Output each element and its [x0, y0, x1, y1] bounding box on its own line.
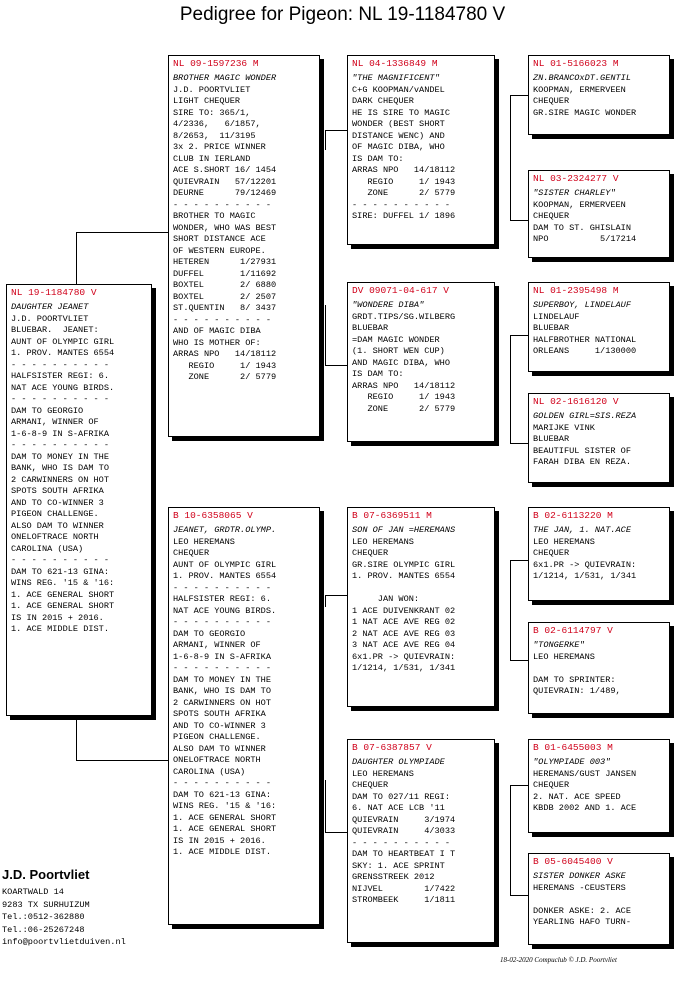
pigeon-info-line: WINS REG. '15 & '16:	[11, 578, 115, 588]
ring-number: B 07-6387857 V	[352, 742, 432, 753]
ring-number: B 02-6114797 V	[533, 625, 613, 636]
pigeon-info-line: DAM TO MONEY IN THE	[11, 451, 109, 462]
pigeon-info-line: 1/1214, 1/531, 1/341	[533, 571, 637, 581]
pigeon-info-line: SIRE: DUFFEL 1/ 1896	[352, 211, 456, 221]
pigeon-info-line: DAM TO 621-13 GINA:	[11, 566, 109, 577]
pigeon-info-line: - - - - - - - - - -	[173, 582, 271, 593]
pigeon-info-line: AND TO CO-WINNER 3	[173, 720, 266, 731]
connector-ds-vertical	[510, 560, 511, 660]
pigeon-info-line: 1/1214, 1/531, 1/341	[352, 663, 456, 673]
connector-dam-down	[325, 780, 326, 832]
pigeon-info-line: DAM TO HEARTBEAT I T	[352, 849, 456, 859]
connector-dam-up	[325, 595, 326, 607]
pigeon-info-line: 1-6-8-9 IN S-AFRIKA	[173, 651, 271, 662]
pigeon-info-line: GRDT.TIPS/SG.WILBERG	[352, 311, 456, 322]
pigeon-info-line: NAT ACE YOUNG BIRDS.	[11, 382, 115, 393]
connector-dd-vertical	[510, 785, 511, 895]
pigeon-info-line: 3x 2. PRICE WINNER	[173, 142, 266, 152]
pigeon-info-line: KOOPMAN, ERMERVEEN	[533, 84, 626, 95]
pigeon-info-line: WHO IS MOTHER OF:	[173, 337, 261, 348]
pigeon-name: BROTHER MAGIC WONDER	[173, 73, 277, 83]
pigeon-info-line: IS IN 2015 + 2016.	[11, 612, 104, 623]
pigeon-info-line: 1. ACE GENERAL SHORT	[173, 824, 277, 834]
pigeon-info-line: LEO HEREMANS	[173, 536, 235, 547]
pigeon-info-line: BLUEBAR	[533, 323, 570, 333]
pigeon-info-line: J.D. POORTVLIET	[173, 84, 251, 95]
pigeon-card-sss[interactable]	[528, 55, 670, 135]
pigeon-info-line: - - - - - - - - - -	[173, 778, 271, 788]
pigeon-info-line: DISTANCE WENC) AND	[352, 130, 445, 141]
pigeon-info-line: - - - - - - - - - -	[11, 440, 109, 450]
pigeon-info-line: 4/2336, 6/1857,	[173, 119, 261, 129]
pigeon-info-line	[533, 894, 665, 906]
pigeon-info-line: ACE S.SHORT 16/ 1454	[173, 165, 277, 175]
pigeon-info-line: CLUB IN IERLAND	[173, 153, 251, 164]
pigeon-info-line: HALFSISTER REGI: 6.	[11, 371, 109, 381]
pigeon-info-line: IS DAM TO:	[352, 369, 404, 379]
pigeon-info-line: WINS REG. '15 & '16:	[173, 801, 277, 811]
ring-number: NL 01-5166023 M	[533, 58, 619, 69]
pigeon-info-line: ST.QUENTIN 8/ 3437	[173, 303, 277, 313]
pigeon-info-line: DAM TO GEORGIO	[173, 628, 246, 639]
breeder-email-link[interactable]: info@poortvlietduiven.nl	[2, 937, 126, 947]
pigeon-info-line: 1 NAT ACE AVE REG 02	[352, 617, 456, 627]
pigeon-info-line: - - - - - - - - - -	[352, 837, 450, 848]
pigeon-info-line: QUIEVRAIN 57/12201	[173, 176, 277, 187]
pigeon-info-line: 1. ACE GENERAL SHORT	[11, 601, 115, 611]
ring-number: NL 03-2324277 V	[533, 173, 619, 184]
ring-number: NL 01-2395498 M	[533, 285, 619, 296]
pigeon-info-line: - - - - - - - - - -	[173, 617, 271, 627]
ring-number: B 05-6045400 V	[533, 856, 613, 867]
connector-main-vertical	[76, 232, 77, 284]
pigeon-info-line: DAM TO 027/11 REGI:	[352, 791, 450, 802]
connector-dam-dd	[325, 832, 347, 833]
connector-ss-ssd	[510, 220, 528, 221]
breeder-name: J.D. Poortvliet	[2, 867, 90, 882]
pigeon-card-dam[interactable]	[168, 507, 320, 925]
pigeon-info-line: CHEQUER	[533, 96, 570, 106]
pigeon-info-line: 1. ACE GENERAL SHORT	[11, 589, 115, 600]
pigeon-info-line: ZONE 2/ 5779	[352, 188, 456, 198]
connector-dam-ds	[325, 595, 347, 596]
pigeon-info-line: ORLEANS 1/130000	[533, 346, 637, 356]
connector-sire-up	[325, 130, 326, 150]
pigeon-name: GOLDEN GIRL=SIS.REZA	[533, 411, 637, 421]
pigeon-info-line: IS IN 2015 + 2016.	[173, 835, 266, 846]
pigeon-info-line: =DAM MAGIC WONDER	[352, 334, 440, 345]
ring-number: B 07-6369511 M	[352, 510, 432, 521]
pigeon-info-line: LIGHT CHEQUER	[173, 96, 241, 106]
pigeon-info-line: BLUEBAR. JEANET:	[11, 325, 99, 335]
pigeon-info-line: BOXTEL 2/ 6880	[173, 280, 277, 290]
pigeon-info-line: CHEQUER	[533, 780, 570, 790]
pigeon-info-line: PIGEON CHALLENGE.	[11, 509, 99, 519]
pigeon-info-line: - - - - - - - - - -	[11, 359, 109, 370]
pigeon-info-line: REGIO 1/ 1943	[352, 176, 456, 187]
pigeon-info-line: ARRAS NPO 14/18112	[173, 349, 277, 359]
connector-ds-dsd	[510, 660, 528, 661]
pigeon-info-line: SHORT DISTANCE ACE	[173, 234, 266, 244]
pigeon-info-line: QUIEVRAIN: 1/489,	[533, 686, 621, 696]
pigeon-info-line: AND TO CO-WINNER 3	[11, 497, 104, 508]
pigeon-info-line: YEARLING HAFO TURN-	[533, 917, 631, 927]
connector-sd-sds	[510, 335, 528, 336]
pigeon-info-line: 1-6-8-9 IN S-AFRIKA	[11, 428, 109, 439]
pigeon-info-line: 1. ACE GENERAL SHORT	[173, 812, 277, 823]
pigeon-info-line: DAM TO GEORGIO	[11, 405, 84, 416]
pigeon-info-line: WONDER, WHO WAS BEST	[173, 222, 277, 233]
pigeon-info-line: C+G KOOPMAN/vANDEL	[352, 84, 445, 95]
pigeon-info-line: SIRE TO: 365/1,	[173, 107, 251, 118]
pigeon-info-line: FARAH DIBA EN REZA.	[533, 457, 631, 467]
pigeon-info-line: ARMANI, WINNER OF	[11, 417, 99, 427]
pigeon-info-line: AND OF MAGIC DIBA	[173, 326, 261, 336]
pigeon-info-line: BOXTEL 2/ 2507	[173, 291, 277, 302]
pigeon-info-line: PIGEON CHALLENGE.	[173, 732, 261, 742]
pigeon-info-line: ZONE 2/ 5779	[173, 372, 277, 382]
pigeon-info-line: KOOPMAN, ERMERVEEN	[533, 199, 626, 210]
ring-number: NL 09-1597236 M	[173, 58, 259, 69]
pigeon-card-dam-sire[interactable]	[347, 507, 495, 707]
pigeon-info-line: 2 CARWINNERS ON HOT	[173, 697, 271, 708]
breeder-line: 9283 TX SURHUIZUM	[2, 899, 90, 910]
pigeon-info-line: ARRAS NPO 14/18112	[352, 165, 456, 175]
pigeon-card-sire[interactable]	[168, 55, 320, 437]
breeder-line: Tel.:06-25267248	[2, 924, 85, 935]
pigeon-info-line: REGIO 1/ 1943	[352, 392, 456, 402]
pigeon-info-line: ALSO DAM TO WINNER	[173, 743, 266, 754]
connector-dd-dds	[510, 785, 528, 786]
connector-main-down	[76, 718, 77, 760]
pigeon-name: SON OF JAN =HEREMANS	[352, 525, 456, 535]
pigeon-info-line: CHEQUER	[352, 780, 389, 790]
pigeon-info-line: SPOTS SOUTH AFRIKA	[11, 486, 104, 496]
pigeon-info-line: ZONE 2/ 5779	[352, 403, 456, 414]
pigeon-info-line: 1. PROV. MANTES 6554	[352, 571, 456, 581]
connector-sire-sd	[325, 365, 347, 366]
pigeon-card-ddd[interactable]	[528, 853, 670, 945]
pigeon-info-line: SPOTS SOUTH AFRIKA	[173, 709, 266, 719]
connector-sd-sdd	[510, 443, 528, 444]
page-title: Pedigree for Pigeon: NL 19-1184780 V	[179, 4, 506, 25]
pigeon-card-main[interactable]	[6, 284, 152, 716]
pigeon-name: "OLYMPIADE 003"	[533, 757, 611, 767]
connector-ss-sss	[510, 95, 528, 96]
ring-number: NL 02-1616120 V	[533, 396, 619, 407]
pigeon-info-line: CHEQUER	[533, 211, 570, 221]
pigeon-info-line: CHEQUER	[173, 548, 210, 558]
pigeon-info-line: JAN WON:	[352, 594, 420, 604]
pigeon-name: JEANET, GRDTR.OLYMP.	[173, 525, 277, 535]
pigeon-info-line: BLUEBAR	[533, 434, 570, 444]
ring-number: NL 19-1184780 V	[11, 287, 97, 298]
pigeon-name: THE JAN, 1. NAT.ACE	[533, 525, 631, 535]
pigeon-info-line: GR.SIRE MAGIC WONDER	[533, 107, 637, 118]
connector-sd-vertical	[510, 335, 511, 443]
pigeon-name: DAUGHTER OLYMPIADE	[352, 757, 445, 767]
pigeon-info-line: - - - - - - - - - -	[11, 555, 109, 565]
pigeon-info-line: DONKER ASKE: 2. ACE	[533, 905, 631, 916]
pigeon-card-sire-dam[interactable]	[347, 282, 495, 442]
pigeon-info-line: - - - - - - - - - -	[352, 199, 450, 210]
pigeon-info-line: DARK CHEQUER	[352, 96, 414, 106]
pigeon-info-line: CHEQUER	[352, 548, 389, 558]
pigeon-card-sire-sire[interactable]	[347, 55, 495, 245]
pigeon-info-line: KBDB 2002 AND 1. ACE	[533, 803, 637, 813]
pigeon-info-line: ARRAS NPO 14/18112	[352, 380, 456, 391]
connector-sire-ss	[325, 130, 347, 131]
pigeon-info-line: REGIO 1/ 1943	[173, 360, 277, 371]
pigeon-info-line: 1 ACE DUIVENKRANT 02	[352, 605, 456, 616]
pigeon-info-line: LEO HEREMANS	[533, 536, 595, 547]
pigeon-info-line: LINDELAUF	[533, 311, 580, 322]
pigeon-name: DAUGHTER JEANET	[11, 302, 89, 312]
pigeon-info-line: 1. PROV. MANTES 6554	[173, 571, 277, 581]
pigeon-info-line: - - - - - - - - - -	[173, 663, 271, 673]
pigeon-info-line: BEAUTIFUL SISTER OF	[533, 445, 631, 456]
pigeon-info-line: - - - - - - - - - -	[173, 199, 271, 210]
footer-credit: 18-02-2020 Compuclub © J.D. Poortvliet	[500, 956, 617, 964]
pigeon-info-line: ONELOFTRACE NORTH	[173, 755, 261, 765]
pigeon-info-line: DAM TO ST. GHISLAIN	[533, 222, 631, 233]
pigeon-info-line: LEO HEREMANS	[352, 536, 414, 547]
pigeon-info-line: - - - - - - - - - -	[173, 314, 271, 325]
pigeon-name: "WONDERE DIBA"	[352, 300, 425, 310]
pigeon-info-line: HEREMANS -CEUSTERS	[533, 882, 626, 893]
pigeon-card-dsd[interactable]	[528, 622, 670, 714]
pigeon-info-line: CAROLINA (USA)	[173, 766, 246, 777]
pigeon-info-line: HEREMANS/GUST JANSEN	[533, 768, 637, 779]
breeder-line: KOARTWALD 14	[2, 887, 64, 897]
pigeon-name: "SISTER CHARLEY"	[533, 188, 616, 198]
pigeon-info-line: BANK, WHO IS DAM TO	[11, 463, 109, 473]
breeder-contact	[2, 866, 126, 949]
ring-number: B 10-6358065 V	[173, 510, 253, 521]
pigeon-card-dds[interactable]	[528, 739, 670, 833]
pigeon-info-line: DAM TO 621-13 GINA:	[173, 789, 271, 800]
pigeon-info-line: SKY: 1. ACE SPRINT	[352, 860, 445, 871]
pigeon-info-line: 1. ACE MIDDLE DIST.	[11, 624, 109, 634]
pigeon-info-line: CAROLINA (USA)	[11, 543, 84, 554]
pigeon-info-line: 2 NAT ACE AVE REG 03	[352, 628, 456, 639]
pigeon-info-line: BROTHER TO MAGIC	[173, 211, 256, 221]
pigeon-info-line: DAM TO SPRINTER:	[533, 674, 616, 685]
pigeon-info-line: NIJVEL 1/7422	[352, 883, 456, 894]
pigeon-info-line: OF WESTERN EUROPE.	[173, 245, 266, 256]
pigeon-info-line: HALFBROTHER NATIONAL	[533, 334, 637, 345]
pigeon-card-sds[interactable]	[528, 282, 670, 372]
pigeon-info-line: 2. NAT. ACE SPEED	[533, 791, 621, 802]
pigeon-card-dss[interactable]	[528, 507, 670, 601]
breeder-line: Tel.:0512-362880	[2, 912, 85, 922]
pigeon-info-line: (1. SHORT WEN CUP)	[352, 346, 445, 356]
pigeon-info-line: 8/2653, 11/3195	[173, 130, 256, 141]
pigeon-info-line: HETEREN 1/27931	[173, 257, 277, 267]
pigeon-name: ZN.BRANCOxDT.GENTIL	[533, 73, 631, 83]
connector-main-dam	[76, 760, 168, 761]
pigeon-info-line: HE IS SIRE TO MAGIC	[352, 107, 450, 118]
pigeon-info-line: NPO 5/17214	[533, 234, 637, 244]
connector-sire-down	[325, 305, 326, 365]
connector-ds-dss	[510, 560, 528, 561]
pigeon-info-line: BLUEBAR	[352, 323, 389, 333]
pigeon-info-line: MARIJKE VINK	[533, 422, 595, 433]
pigeon-info-line: 1. PROV. MANTES 6554	[11, 348, 115, 358]
pigeon-name: "TONGERKE"	[533, 640, 585, 650]
connector-main-sire	[76, 232, 168, 233]
pigeon-card-sdd[interactable]	[528, 393, 670, 483]
ring-number: B 01-6455003 M	[533, 742, 613, 753]
pigeon-info-line: IS DAM TO:	[352, 153, 404, 164]
pigeon-info-line: BANK, WHO IS DAM TO	[173, 686, 271, 696]
pigeon-info-line: LEO HEREMANS	[352, 768, 414, 779]
pigeon-info-line: AUNT OF OLYMPIC GIRL	[11, 336, 115, 347]
pigeon-card-ssd[interactable]	[528, 170, 670, 258]
pigeon-info-line: DEURNE 79/12469	[173, 188, 277, 198]
pigeon-info-line: OF MAGIC DIBA, WHO	[352, 142, 445, 152]
pigeon-info-line: DAM TO MONEY IN THE	[173, 674, 271, 685]
pigeon-info-line: AUNT OF OLYMPIC GIRL	[173, 559, 277, 570]
ring-number: B 02-6113220 M	[533, 510, 613, 521]
pigeon-info-line: ARMANI, WINNER OF	[173, 640, 261, 650]
pigeon-info-line: QUIEVRAIN 4/3033	[352, 826, 456, 836]
pigeon-name: SUPERBOY, LINDELAUF	[533, 300, 631, 310]
pigeon-info-line: 6x1.PR -> QUIEVRAIN:	[533, 559, 637, 570]
pigeon-info-line: 6. NAT ACE LCB '11	[352, 803, 445, 813]
connector-dd-ddd	[510, 895, 528, 896]
pigeon-info-line: QUIEVRAIN 3/1974	[352, 814, 456, 825]
pigeon-name: SISTER DONKER ASKE	[533, 871, 626, 881]
pigeon-info-line: GRENSSTREEK 2012	[352, 872, 435, 882]
pigeon-info-line: ONELOFTRACE NORTH	[11, 532, 99, 542]
ring-number: DV 09071-04-617 V	[352, 285, 449, 296]
pigeon-info-line: 2 CARWINNERS ON HOT	[11, 474, 109, 485]
pigeon-info-line: 6x1.PR -> QUIEVRAIN:	[352, 651, 456, 662]
pigeon-info-line: LEO HEREMANS	[533, 651, 595, 662]
pigeon-info-line: CHEQUER	[533, 548, 570, 558]
connector-ss-vertical	[510, 95, 511, 220]
pigeon-info-line: 3 NAT ACE AVE REG 04	[352, 640, 456, 650]
pigeon-info-line: HALFSISTER REGI: 6.	[173, 594, 271, 604]
pigeon-info-line: 1. ACE MIDDLE DIST.	[173, 847, 271, 857]
pigeon-info-line: J.D. POORTVLIET	[11, 313, 89, 324]
pigeon-info-line: WONDER (BEST SHORT	[352, 119, 445, 129]
pigeon-info-line: AND MAGIC DIBA, WHO	[352, 357, 450, 368]
pigeon-info-line: - - - - - - - - - -	[11, 394, 109, 404]
pigeon-info-line: STROMBEEK 1/1811	[352, 895, 456, 905]
pigeon-info-line	[352, 583, 490, 595]
pigeon-info-line: NAT ACE YOUNG BIRDS.	[173, 605, 277, 616]
pigeon-name: "THE MAGNIFICENT"	[352, 73, 440, 83]
pigeon-info-line: DUFFEL 1/11692	[173, 268, 277, 279]
pigeon-info-line: ALSO DAM TO WINNER	[11, 520, 104, 531]
pigeon-info-line: GR.SIRE OLYMPIC GIRL	[352, 559, 456, 570]
pigeon-info-line	[533, 663, 665, 675]
ring-number: NL 04-1336849 M	[352, 58, 438, 69]
pigeon-card-dam-dam[interactable]	[347, 739, 495, 943]
